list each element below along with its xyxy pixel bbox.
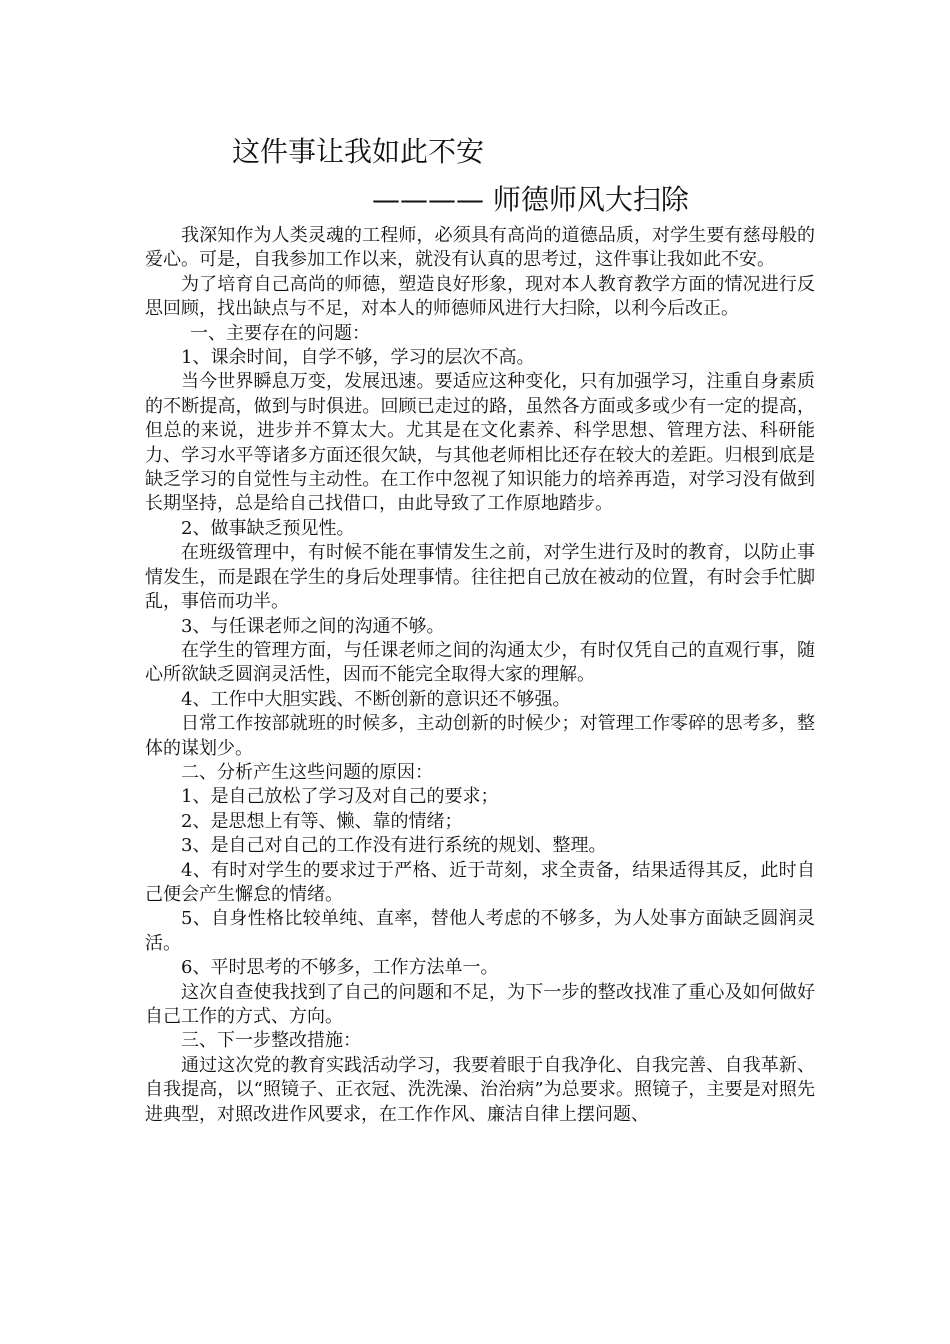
list-item: 1、课余时间，自学不够，学习的层次不高。 [181, 347, 535, 369]
list-item: 2、做事缺乏预见性。 [181, 517, 355, 539]
paragraph: 为了培育自己高尚的师德，塑造良好形象，现对本人教育教学方面的情况进行反思回顾，找出缺点与不足，对本人的师德师风进行大扫除，以利今后改正。 [145, 273, 815, 320]
list-item: 3、是自己对自己的工作没有进行系统的规划、整理。 [181, 835, 607, 857]
document-body [145, 224, 815, 1127]
section-heading: 二、分析产生这些问题的原因： [181, 761, 433, 783]
document-subtitle: ———— 师德师风大扫除 [372, 183, 689, 216]
list-item: 1、是自己放松了学习及对自己的要求； [181, 786, 499, 808]
list-item: 2、是思想上有等、懒、靠的情绪； [181, 810, 463, 832]
section-heading: 一、主要存在的问题： [190, 322, 370, 344]
paragraph: 我深知作为人类灵魂的工程师，必须具有高尚的道德品质，对学生要有慈母般的爱心。可是，自我参加工作以来，就没有认真的思考过，这件事让我如此不安。 [145, 225, 815, 271]
paragraph: 在班级管理中，有时候不能在事情发生之前，对学生进行及时的教育，以防止事情发生，而是跟在学生的身后处理事情。往往把自己放在被动的位置，有时会手忙脚乱，事倍而功半。 [145, 542, 815, 613]
paragraph: 这次自查使我找到了自己的问题和不足，为下一步的整改找准了重心及如何做好自己工作的方式、方向。 [145, 981, 815, 1027]
paragraph: 通过这次党的教育实践活动学习，我要着眼于自我净化、自我完善、自我革新、自我提高，以“照镜子、正衣冠、洗洗澡、治治病”为总要求。照镜子，主要是对照先进典型，对照改进作风要求，在工作作风、廉洁自律上摆问题、 [145, 1054, 815, 1125]
document-title: 这件事让我如此不安 [232, 135, 485, 168]
list-item: 6、平时思考的不够多，工作方法单一。 [181, 957, 499, 979]
paragraph: 日常工作按部就班的时候多，主动创新的时候少；对管理工作零碎的思考多，整体的谋划少。 [145, 713, 815, 759]
list-item: 4、有时对学生的要求过于严格、近于苛刻，求全责备，结果适得其反，此时自己便会产生懈怠的情绪。 [145, 859, 815, 905]
list-item: 3、与任课老师之间的沟通不够。 [181, 615, 445, 637]
list-item: 5、自身性格比较单纯、直率，替他人考虑的不够多，为人处事方面缺乏圆润灵活。 [145, 908, 815, 954]
list-item: 4、工作中大胆实践、不断创新的意识还不够强。 [181, 688, 571, 710]
paragraph: 在学生的管理方面，与任课老师之间的沟通太少，有时仅凭自己的直观行事，随心所欲缺乏圆润灵活性，因而不能完全取得大家的理解。 [145, 639, 815, 686]
section-heading: 三、下一步整改措施： [181, 1030, 361, 1052]
paragraph: 当今世界瞬息万变，发展迅速。要适应这种变化，只有加强学习，注重自身素质的不断提高，做到与时俱进。回顾已走过的路，虽然各方面或多或少有一定的提高，但总的来说，进步并不算太大。尤其是在文化素养、科学思想、管理方法、科研能力、学习水平等诸多方面还很欠缺，与其他老师相比还存在较大的差距。归根到底是缺乏学习的自觉性与主动性。在工作中忽视了知识能力的培养再造，对学习没有做到长期坚持，总是给自己找借口，由此导致了工作原地踏步。 [145, 371, 815, 515]
